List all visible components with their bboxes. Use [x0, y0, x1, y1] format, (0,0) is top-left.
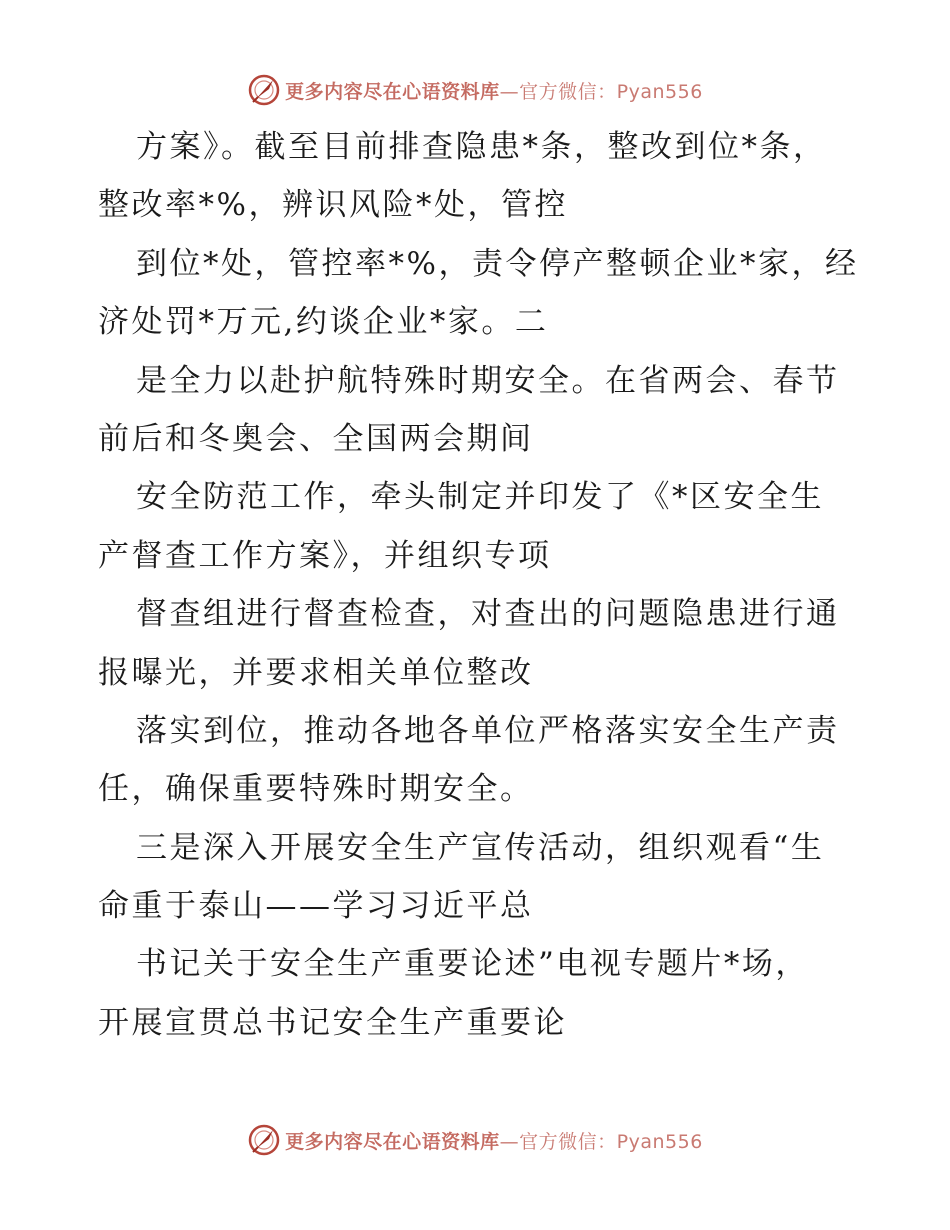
text-line: 到位*处，管控率*%，责令停产整顿企业*家，经 — [136, 245, 859, 282]
text-line: 是全力以赴护航特殊时期安全。在省两会、春节 — [136, 362, 840, 399]
text-line: 命重于泰山——学习习近平总 — [98, 888, 534, 925]
text-line: 前后和冬奥会、全国两会期间 — [98, 420, 534, 457]
text-line: 安全防范工作，牵头制定并印发了《*区安全生 — [136, 479, 824, 516]
watermark-contact: —官方微信：Pyan556 — [499, 80, 703, 103]
text-line: 济处罚*万元,约谈企业*家。二 — [98, 304, 549, 341]
document-body — [98, 118, 858, 1052]
watermark-contact: —官方微信：Pyan556 — [499, 1130, 703, 1153]
text-line: 书记关于安全生产重要论述”电视专题片*场， — [136, 946, 809, 983]
header-watermark — [0, 70, 950, 110]
text-line: 报曝光，并要求相关单位整改 — [98, 654, 534, 691]
quill-seal-logo-icon — [247, 73, 281, 107]
quill-seal-logo-icon — [247, 1123, 281, 1157]
watermark-brand: 更多内容尽在心语资料库 — [285, 1130, 500, 1153]
text-line: 方案》。截至目前排查隐患*条，整改到位*条， — [136, 129, 827, 165]
watermark-text — [285, 77, 703, 104]
text-line: 落实到位，推动各地各单位严格落实安全生产责 — [136, 712, 840, 749]
text-line: 三是深入开展安全生产宣传活动，组织观看“生 — [136, 829, 825, 866]
text-line: 督查组进行督查检查，对查出的问题隐患进行通 — [136, 596, 840, 633]
text-line: 开展宣贯总书记安全生产重要论 — [98, 1004, 567, 1041]
text-line: 产督查工作方案》，并组织专项 — [98, 537, 552, 574]
footer-watermark — [0, 1120, 950, 1160]
text-line: 整改率*%，辨识风险*处，管控 — [98, 187, 568, 224]
text-line: 任，确保重要特殊时期安全。 — [98, 771, 534, 808]
watermark-brand: 更多内容尽在心语资料库 — [285, 80, 500, 103]
watermark-text — [285, 1127, 703, 1154]
